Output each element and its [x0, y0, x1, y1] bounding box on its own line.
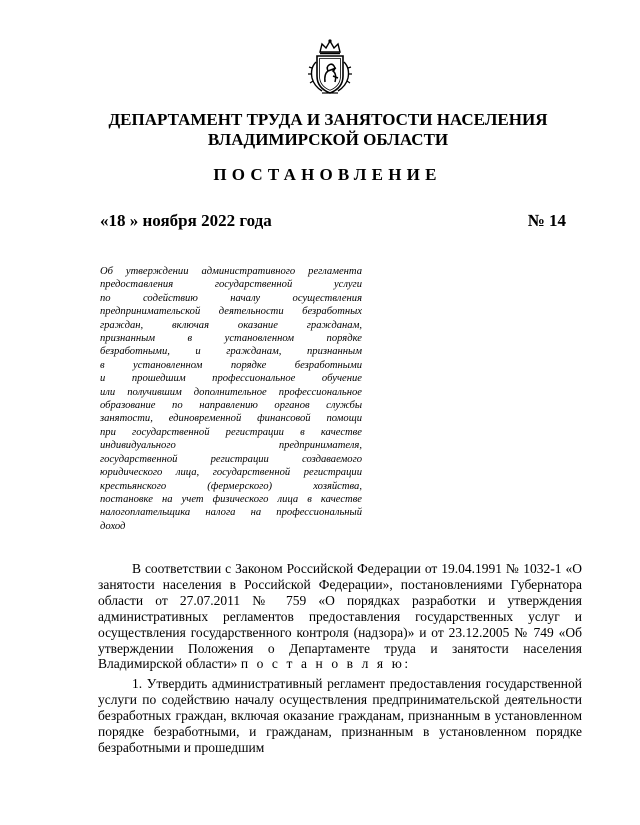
subject-line: в установленном порядке безработными — [100, 359, 362, 371]
preamble-paragraph — [98, 561, 582, 672]
organization-name-line1: ДЕПАРТАМЕНТ ТРУДА И ЗАНЯТОСТИ НАСЕЛЕНИЯ — [108, 110, 548, 129]
document-type-title: ПОСТАНОВЛЕНИЕ — [213, 165, 442, 184]
subject-line: индивидуального предпринимателя, — [100, 440, 362, 452]
coat-of-arms-icon — [306, 38, 354, 96]
preamble-text: В соответствии с Законом Российской Федерации от 19.04.1991 № 1032-1 «О занятости населения в Российской Федерации», постановлениями Губернатора области от 27.07.2011 № 759 «О порядках разработки и утверждения административных регламентов предоставления государственных услуг и осуществления государственного контроля (надзора)» и от 23.12.2005 № 749 «Об утверждении Положения о Департаменте труда и занятости населения Владимирской области» — [98, 561, 582, 672]
subject-line: занятости, единовременной финансовой помощи — [100, 413, 362, 425]
subject-line: граждан, включая оказание гражданам, — [100, 319, 362, 331]
subject-line: или получившим дополнительное профессиональное — [100, 386, 362, 398]
subject-line: государственной регистрации создаваемого — [100, 453, 362, 465]
document-date: «18 » ноября 2022 года — [100, 211, 272, 230]
document-subject — [100, 265, 362, 533]
subject-line: налогоплательщика налога на профессиональный — [100, 507, 362, 519]
subject-line: крестьянского (фермерского) хозяйства, — [100, 480, 362, 492]
subject-line: и прошедшим профессиональное обучение — [100, 373, 362, 385]
subject-line: при государственной регистрации в качестве — [100, 426, 362, 438]
subject-line: признанным в установленном порядке — [100, 333, 362, 345]
subject-line: безработными, и гражданам, признанным — [100, 346, 362, 358]
subject-line: постановке на учет физического лица в качестве — [100, 493, 362, 505]
subject-line: предоставления государственной услуги — [100, 279, 362, 291]
document-number: № 14 — [527, 211, 566, 230]
subject-line: юридического лица, государственной регистрации — [100, 467, 362, 479]
subject-line: образование по направлению органов службы — [100, 400, 362, 412]
subject-line: Об утверждении административного регламента — [100, 266, 362, 277]
organization-name-line2: ВЛАДИМИРСКОЙ ОБЛАСТИ — [207, 130, 449, 149]
subject-line: по содействию началу осуществления — [100, 292, 362, 304]
subject-line: предпринимательской деятельности безработных — [100, 306, 362, 318]
clause-1-paragraph: 1. Утвердить административный регламент предоставления государственной услуги по содействию началу осуществления предпринимательской деятельности безработных граждан, включая оказание гражданам, признанным в установленном порядке безработными, и гражданам, признанным в установленном порядке безработными и прошедшим — [98, 676, 582, 755]
subject-line: доход — [100, 520, 126, 532]
resolve-word: п о с т а н о в л я ю: — [240, 656, 411, 672]
